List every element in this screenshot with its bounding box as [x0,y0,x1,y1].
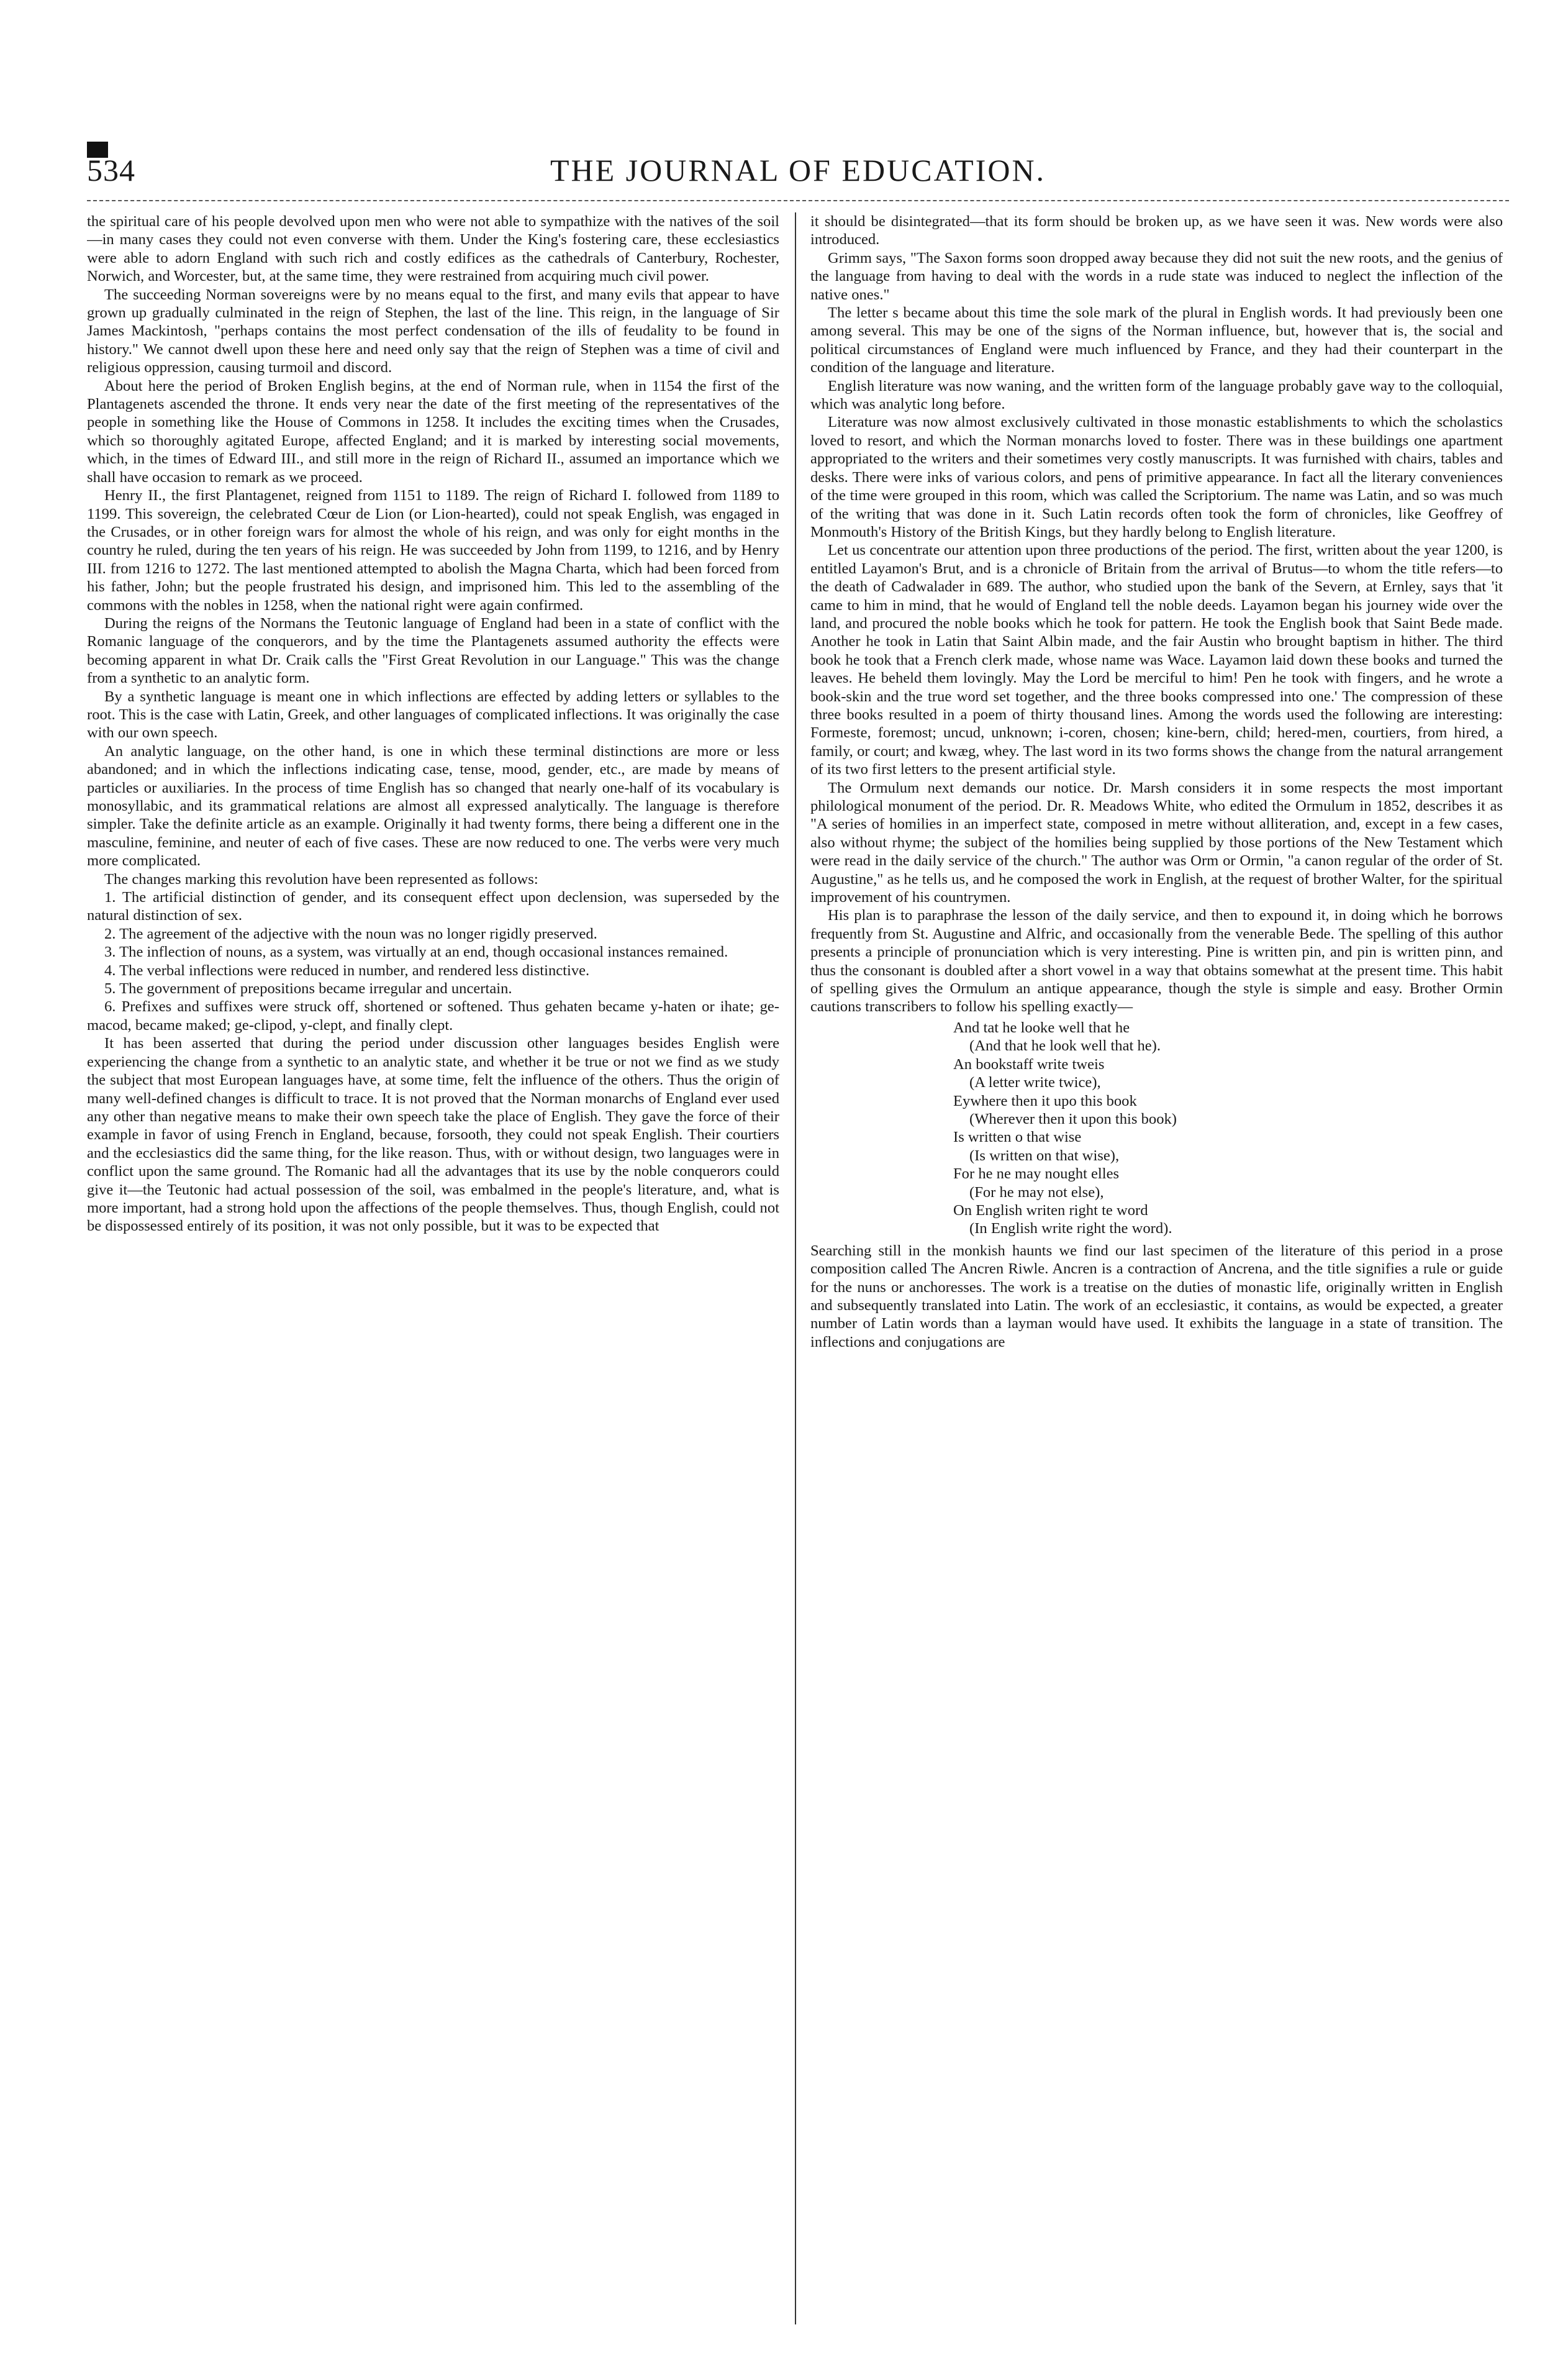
left-column [87,212,779,2324]
verse-gloss: (Wherever then it upon this book) [969,1110,1177,1127]
right-column [810,212,1503,2324]
running-head: THE JOURNAL OF EDUCATION. [550,153,1046,188]
verse-block [810,1019,1503,1238]
paragraph: English literature was now waning, and the written form of the language probably gave way to the colloquial, which was analytic long before. [810,377,1503,413]
paragraph: The succeeding Norman sovereigns were by no means equal to the first, and many evils that appear to have grown up gradually culminated in the reign of Stephen, the last of the line. This reign, in the language of Sir James Mackintosh, "perhaps contains the most perfect condensation of the ills of feudality to be found in history." We cannot dwell upon these here and need only say that the reign of Stephen was a time of civil and religious oppression, causing turmoil and discord. [87,286,779,376]
list-item: 6. Prefixes and suffixes were struck off, shortened or softened. Thus gehaten became y-haten or ihate; ge-macod, became maked; ge-clipod, y-clept, and finally clept. [87,998,779,1034]
paragraph: About here the period of Broken English begins, at the end of Norman rule, when in 1154 the first of the Plantagenets ascended the throne. It ends very near the date of the first meeting of the representatives of the people in something like the House of Commons in 1258. It includes the exciting times when the Crusades, which so thoroughly agitated Europe, affected England; and it is marked by interesting social movements, which, in the times of Edward III., and still more in the reign of Richard II., assumed an importance which we shall have occasion to remark as we proceed. [87,377,779,486]
header-rule [87,200,1509,201]
verse-gloss: (In English write right the word). [969,1220,1172,1237]
page-number: 534 [87,153,135,188]
verse-gloss: (For he may not else), [969,1183,1104,1201]
paragraph: His plan is to paraphrase the lesson of the daily service, and then to expound it, in doing which he borrows frequently from St. Augustine and Alfric, and occasionally from the venerable Bede. The spelling of this author presents a principle of pronunciation which is very interesting. Pine is written pin, and pin is written pinn, and thus the consonant is doubled after a short vowel in a way that obtains somewhat at the present time. This habit of spelling gives the Ormulum an antique appearance, though the style is simple and easy. Brother Ormin cautions transcribers to follow his spelling exactly— [810,907,1503,1016]
list-item: 4. The verbal inflections were reduced in number, and rendered less distinctive. [104,962,590,979]
paragraph: It has been asserted that during the period under discussion other languages besides English were experiencing the change from a synthetic to an analytic state, and whether it be true or not we find as we study the subject that most European languages have, at some time, felt the influence of the others. Thus the origin of many well-defined changes is difficult to trace. It is not proved that the Norman monarchs of England ever used any other than negative means to make their own speech take the place of English. They gave the force of their example in favor of using French in England, because, forsooth, they could not speak English. Their courtiers and the ecclesiastics did the same thing, for the like reason. Thus, with or without design, two languages were in conflict upon the same ground. The Romanic had all the advantages that its use by the noble conquerors could give it—the Teutonic had actual possession of the soil, was embalmed in the people's literature, and, what is more important, had a strong hold upon the affections of the people themselves. Thus, though English, could not be dispossessed entirely of its position, it was not only possible, but it was to be expected that [87,1035,779,1235]
text-columns [87,212,1509,2324]
verse-line: And tat he looke well that he [953,1019,1130,1036]
verse-gloss: (And that he look well that he). [969,1037,1161,1055]
paragraph: The letter s became about this time the sole mark of the plural in English words. It had previously been one among several. This may be one of the signs of the Norman influence, but, however that is, the social and political circumstances of England were much influenced by France, and they had their counterpart in the condition of the language and literature. [810,304,1503,376]
journal-page [87,68,1509,2329]
verse-gloss: (Is written on that wise), [969,1147,1120,1164]
paragraph: Let us concentrate our attention upon three productions of the period. The first, written about the year 1200, is entitled Layamon's Brut, and is a chronicle of Britain from the arrival of Brutus—to whom the title refers—to the death of Cadwalader in 689. The author, who studied upon the bank of the Severn, at Ernley, says that 'it came to him in mind, that he would of England tell the noble deeds. Layamon began his journey wide over the land, and procured the noble books which he took for pattern. He took the English book that Saint Bede made. Another he took in Latin that Saint Albin made, and the fair Austin who brought baptism in hither. The third book he took that a French clerk made, whose name was Wace. Layamon laid down these books and turned the leaves. He beheld them lovingly. May the Lord be merciful to him! Pen he took with fingers, and he wrote a book-skin and the true word set together, and the three books compressed into one.' The compression of these three books resulted in a poem of thirty thousand lines. Among the words used the following are interesting: Formeste, foremost; uncud, unknown; i-coren, chosen; kine-bern, child; hered-men, courtiers, from hired, a family, or court; and kwæg, whey. The last word in its two forms shows the change from the natural arrangement of its two first letters to the present artificial style. [810,542,1503,778]
list-item: 5. The government of prepositions became irregular and uncertain. [104,980,512,998]
verse-line: Is written o that wise [953,1129,1082,1146]
list-item: 1. The artificial distinction of gender, and its consequent effect upon declension, was superseded by the natural distinction of sex. [87,889,779,924]
paragraph: By a synthetic language is meant one in which inflections are effected by adding letters or syllables to the root. This is the case with Latin, Greek, and other languages of complicated inflections. It was originally the case with our own speech. [87,688,779,742]
paragraph: Literature was now almost exclusively cultivated in those monastic establishments to which the scholastics loved to resort, and which the Norman monarchs loved to foster. There was in these buildings one apartment appropriated to the writers and their sometimes very costly manuscripts. It was furnished with chairs, tables and desks. There were inks of various colors, and pens of primitive appearance. In fact all the literary conveniences of the time were grouped in this room, which was called the Scriptorium. The name was Latin, and so was much of the writing that was done in it. Such Latin records often took the form of chronicles, like Geoffrey of Monmouth's History of the British Kings, but they hardly belong to English literature. [810,414,1503,540]
verse-gloss: (A letter write twice), [969,1074,1101,1091]
list-item: 2. The agreement of the adjective with the noun was no longer rigidly preserved. [104,925,597,942]
column-divider [795,212,796,2324]
paragraph: it should be disintegrated—that its form should be broken up, as we have seen it was. New words were also introduced. [810,213,1503,248]
verse-line: An bookstaff write tweis [953,1055,1105,1073]
paragraph: Grimm says, "The Saxon forms soon dropped away because they did not suit the new roots, and the genius of the language from having to deal with the words in a rude state was induced to neglect the inflection of the native ones." [810,249,1503,303]
verse-line: On English writen right te word [953,1201,1148,1219]
list-item: 3. The inflection of nouns, as a system, was virtually at an end, though occasional instances remained. [104,944,728,961]
paragraph: Searching still in the monkish haunts we find our last specimen of the literature of this period in a prose composition called The Ancren Riwle. Ancren is a contraction of Ancrena, and the title signifies a rule or guide for the nuns or anchoresses. The work is a treatise on the duties of monastic life, originally written in English and subsequently translated into Latin. The work of an ecclesiastic, it contains, as would be expected, a greater number of Latin words than a layman would have used. It exhibits the language in a state of transition. The inflections and conjugations are [810,1242,1503,1350]
verse-line: Eywhere then it upo this book [953,1092,1137,1109]
paragraph: the spiritual care of his people devolved upon men who were not able to sympathize with the natives of the soil—in many cases they could not even converse with them. Under the King's fostering care, these ecclesiastics were able to adorn England with such rich and costly edifices as the cathedrals of Canterbury, Rochester, Norwich, and Worcester, but, at the same time, they were restrained from acquiring much civil power. [87,213,779,285]
paragraph: An analytic language, on the other hand, is one in which these terminal distinctions are more or less abandoned; and in which the inflections indicating case, tense, mood, gender, etc., are made by means of particles or auxiliaries. In the process of time English has so changed that nearly one-half of its vocabulary is monosyllabic, and its grammatical relations are almost all expressed analytically. The language is therefore simpler. Take the definite article as an example. Originally it had twenty forms, there being a different one in the masculine, feminine, and neuter of each of five cases. These are now reduced to one. The verbs were very much more complicated. [87,742,779,870]
paragraph: During the reigns of the Normans the Teutonic language of England had been in a state of conflict with the Romanic language of the conquerors, and by the time the Plantagenets assumed authority the effects were becoming apparent in what Dr. Craik calls the "First Great Revolution in our Language." This was the change from a synthetic to an analytic form. [87,614,779,687]
paragraph: The Ormulum next demands our notice. Dr. Marsh considers it in some respects the most important philological monument of the period. Dr. R. Meadows White, who edited the Ormulum in 1852, describes it as "A series of homilies in an imperfect state, composed in metre without alliteration, and, except in a few cases, also without rhyme; the subject of the homilies being supplied by those portions of the New Testament which were read in the daily service of the church." The author was Orm or Ormin, "a canon regular of the order of St. Augustine," as he tells us, and he composed the work in English, at the request of brother Walter, for the spiritual improvement of his countrymen. [810,779,1503,906]
paragraph: The changes marking this revolution have been represented as follows: [104,870,538,888]
paragraph: Henry II., the first Plantagenet, reigned from 1151 to 1189. The reign of Richard I. followed from 1189 to 1199. This sovereign, the celebrated Cœur de Lion (or Lion-hearted), could not speak English, was engaged in the Crusades, or in other foreign wars for almost the whole of his reign, and was only for eight months in the country he ruled, during the ten years of his reign. He was succeeded by John from 1199, to 1216, and by Henry III. from 1216 to 1272. The last mentioned attempted to abolish the Magna Charta, which had been forced from his father, John; but the people frustrated his design, and imprisoned him. This led to the assembling of the commons with the nobles in 1258, when the national right were again confirmed. [87,487,779,614]
verse-line: For he ne may nought elles [953,1165,1120,1183]
